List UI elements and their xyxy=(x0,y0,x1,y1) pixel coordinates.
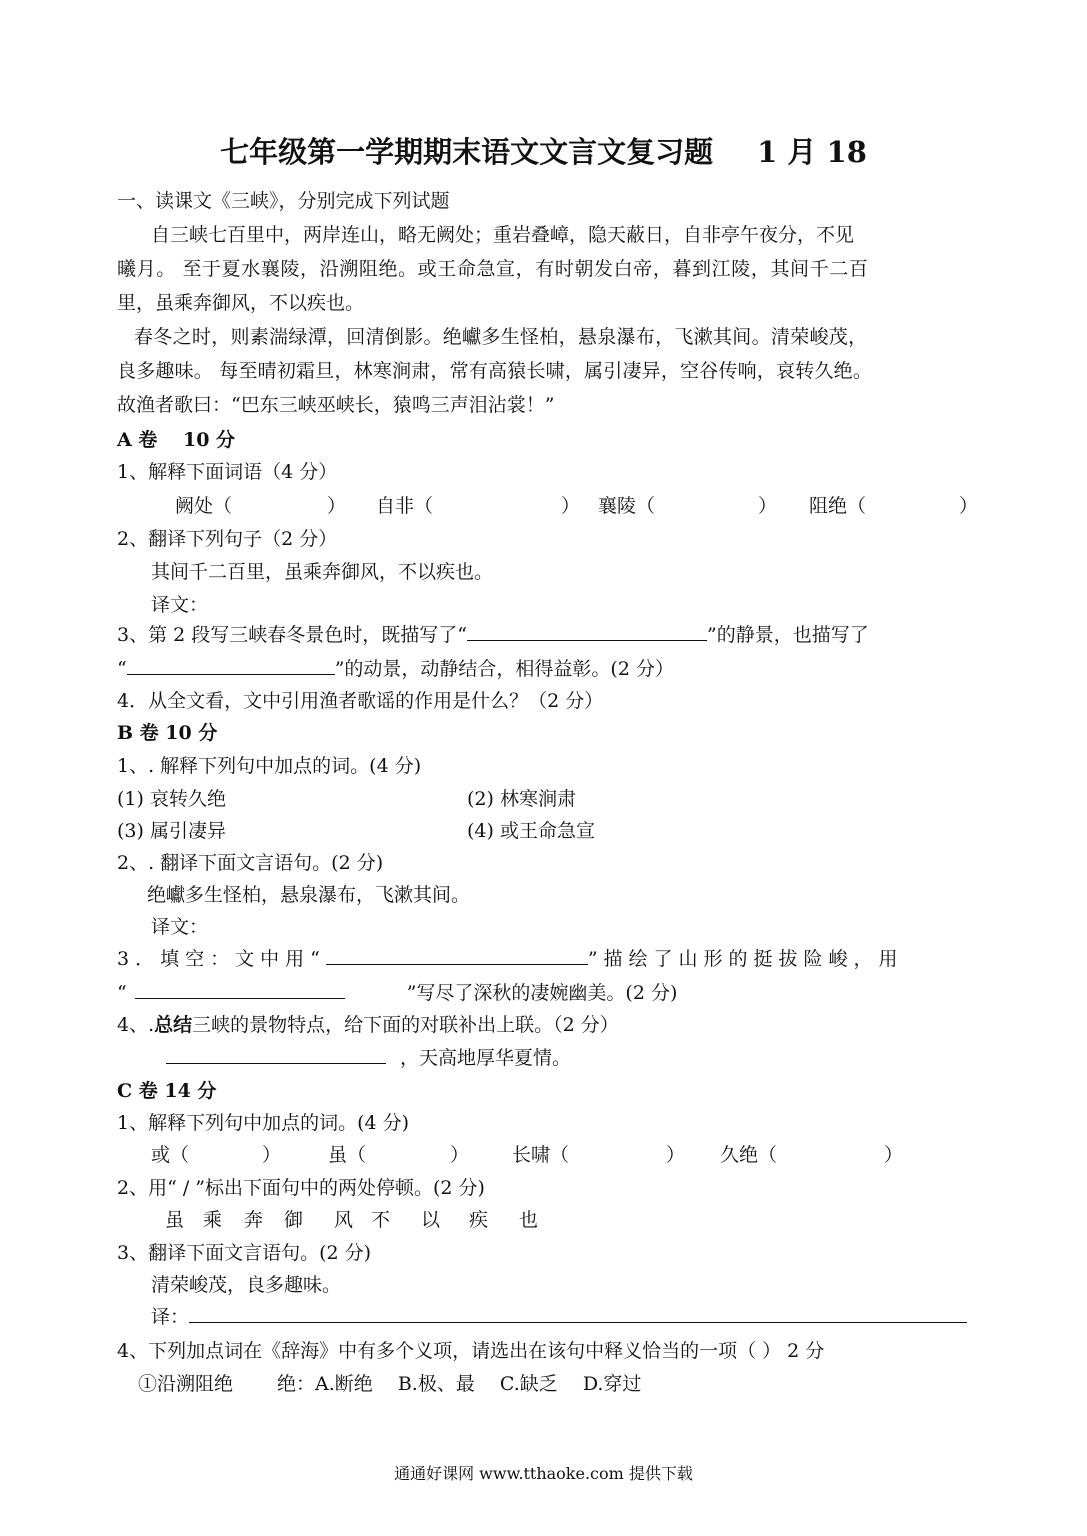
answer-blank[interactable] xyxy=(135,997,345,999)
passage-line: 自三峡七百里中，两岸连山，略无阙处；重岩叠嶂，隐天蔽日，自非亭午夜分，不见 xyxy=(151,224,855,246)
section-b-q3-text: 3．填空：文中用“ xyxy=(117,948,326,970)
section-a-q4: 4．从全文看，文中引用渔者歌谣的作用是什么？（2 分） xyxy=(117,690,604,712)
section-b-q3-text: “ xyxy=(117,982,127,1004)
section-b-q1-item: (4) 或王命急宣 xyxy=(467,820,595,842)
section-c-q2-char[interactable]: 疾 xyxy=(469,1209,489,1231)
section-a-q1-item: 阻绝（ xyxy=(809,495,867,517)
section-a-q1-item-close: ） xyxy=(327,495,347,517)
section-b-heading: B 卷 10 分 xyxy=(117,722,218,744)
section-a-q1-item: 自非（ xyxy=(376,495,434,517)
section-c-q1-item-close: ） xyxy=(262,1144,282,1166)
answer-blank[interactable] xyxy=(326,963,588,965)
section-a-q3-text: 3、第 2 段写三峡春冬景色时，既描写了“ xyxy=(117,624,467,646)
section-a-q3-cont xyxy=(117,656,674,682)
section-b-q3-text: ”写尽了深秋的凄婉幽美。(2 分) xyxy=(406,982,678,1004)
section-b-q2-answer-label: 译文： xyxy=(151,916,209,938)
passage-line: 里，虽乘奔御风，不以疾也。 xyxy=(117,292,365,314)
section-b-q3 xyxy=(117,946,904,972)
section-b-q1: 1、. 解释下列句中加点的词。(4 分) xyxy=(117,755,422,777)
section-c-q1-item-close: ） xyxy=(450,1144,470,1166)
section-c-q3-answer xyxy=(151,1304,967,1330)
section-a-q1-item-close: ） xyxy=(758,495,778,517)
passage-line: 曦月。 至于夏水襄陵，沿溯阻绝。或王命急宣，有时朝发白帝，暮到江陵，其间千二百 xyxy=(117,258,869,280)
section-c-q2-char[interactable]: 虽 xyxy=(165,1209,185,1231)
section-b-q1-item: (3) 属引凄异 xyxy=(117,820,226,842)
section-a-q3-text: “ xyxy=(117,658,127,680)
passage-line: 良多趣味。 每至晴初霜旦，林寒涧肃，常有高猿长啸，属引凄异，空谷传响，哀转久绝。 xyxy=(117,360,873,382)
section-c-q1-item: 虽（ xyxy=(328,1144,367,1166)
section-a-heading: A 卷 10 分 xyxy=(117,429,236,451)
page-footer: 通通好课网 www.tthaoke.com 提供下载 xyxy=(394,1464,693,1483)
section-c-q2-char[interactable]: 以 xyxy=(421,1209,441,1231)
section-a-q1: 1、解释下面词语（4 分） xyxy=(117,461,338,483)
section-b-q1-item: (2) 林寒涧肃 xyxy=(467,788,576,810)
intro-instruction: 一、读课文《三峡》，分别完成下列试题 xyxy=(117,190,450,212)
section-a-q3 xyxy=(117,622,869,648)
section-c-q1-item: 或（ xyxy=(151,1144,190,1166)
section-c-q4-options: ①沿溯阻绝 绝：A.断绝 B.极、最 C.缺乏 D.穿过 xyxy=(138,1373,642,1395)
section-b-q4 xyxy=(117,1012,619,1038)
page-title xyxy=(0,133,1087,171)
section-c-q4: 4、下列加点词在《辞海》中有多个义项，请选出在该句中释义恰当的一项（ ） 2 分 xyxy=(117,1340,825,1362)
section-c-q1-item-close: ） xyxy=(666,1144,686,1166)
section-c-q2-char[interactable]: 乘 xyxy=(203,1209,223,1231)
section-c-heading: C 卷 14 分 xyxy=(117,1080,217,1102)
section-a-q1-item: 襄陵（ xyxy=(598,495,656,517)
answer-blank[interactable] xyxy=(189,1321,967,1323)
section-c-q2-char[interactable]: 御 xyxy=(284,1209,304,1231)
section-a-q3-text: ”的静景，也描写了 xyxy=(706,624,869,646)
section-a-q2-sentence: 其间千二百里，虽乘奔御风，不以疾也。 xyxy=(151,561,494,583)
section-b-q2: 2、. 翻译下面文言语句。(2 分) xyxy=(117,852,384,874)
couplet-lower-line: ，天高地厚华夏情。 xyxy=(400,1047,572,1069)
section-b-q4-keyword: 总结 xyxy=(154,1014,193,1036)
section-b-q3-text: ”描绘了山形的挺拔险峻，用 xyxy=(587,948,904,970)
section-a-q1-item-close: ） xyxy=(561,495,581,517)
section-c-q1-item: 长啸（ xyxy=(512,1144,570,1166)
passage-line: 故渔者歌曰：“巴东三峡巫峡长，猿鸣三声泪沾裳！” xyxy=(117,394,555,416)
section-a-q1-item: 阙处（ xyxy=(175,495,233,517)
answer-blank[interactable] xyxy=(166,1062,386,1064)
section-a-q2: 2、翻译下列句子（2 分） xyxy=(117,528,338,550)
section-b-q2-sentence: 绝巘多生怪柏，悬泉瀑布，飞漱其间。 xyxy=(147,884,471,906)
section-c-q2-char[interactable]: 奔 xyxy=(244,1209,264,1231)
section-c-q2: 2、用“ / ”标出下面句中的两处停顿。(2 分) xyxy=(117,1177,485,1199)
section-b-q4-couplet xyxy=(166,1045,571,1071)
section-b-q1-item: (1) 哀转久绝 xyxy=(117,788,226,810)
title-text: 七年级第一学期期末语文文言文复习题 xyxy=(220,135,714,169)
section-c-q1: 1、解释下列句中加点的词。(4 分) xyxy=(117,1112,410,1134)
section-a-q2-answer-label: 译文： xyxy=(151,594,209,616)
section-c-q3-sentence: 清荣峻茂，良多趣味。 xyxy=(151,1274,342,1296)
section-a-q3-text: ”的动景，动静结合，相得益彰。(2 分） xyxy=(334,658,674,680)
section-c-q2-char[interactable]: 风 xyxy=(334,1209,354,1231)
section-a-q1-item-close: ） xyxy=(959,495,979,517)
answer-blank[interactable] xyxy=(127,673,335,675)
section-c-q3: 3、翻译下面文言语句。(2 分) xyxy=(117,1242,372,1264)
passage-line: 春冬之时，则素湍绿潭，回清倒影。绝巘多生怪柏，悬泉瀑布，飞漱其间。清荣峻茂， xyxy=(134,326,868,348)
section-b-q4-number: 4、. xyxy=(117,1014,155,1036)
section-c-q2-char[interactable]: 也 xyxy=(519,1209,539,1231)
section-c-q1-item-close: ） xyxy=(884,1144,904,1166)
section-c-q3-answer-label: 译： xyxy=(151,1306,190,1328)
title-date: 1 月 18 xyxy=(757,135,867,169)
section-b-q3-cont xyxy=(117,980,677,1006)
section-c-q1-item: 久绝（ xyxy=(720,1144,778,1166)
section-b-q4-text: 三峡的景物特点，给下面的对联补出上联。（2 分） xyxy=(192,1014,619,1036)
answer-blank[interactable] xyxy=(467,639,707,641)
section-c-q2-char[interactable]: 不 xyxy=(371,1209,391,1231)
